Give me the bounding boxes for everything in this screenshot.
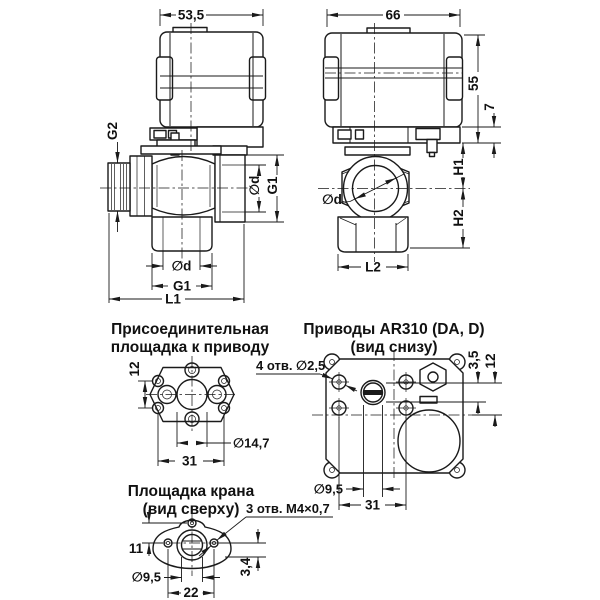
dim-53-5-label: 53,5 [177, 7, 205, 23]
valve-pad-title-line1: Площадка крана [127, 483, 255, 500]
front-bottom-port [338, 217, 408, 252]
dim-11-label: 11 [128, 541, 144, 556]
dim-22-label: 22 [183, 585, 199, 600]
dim-12-label: 12 [127, 361, 142, 377]
dim-side-right-port [245, 155, 284, 222]
dim-side-width [160, 8, 263, 27]
dim-pad-12 [127, 361, 153, 408]
dim-h2-label: H2 [451, 209, 466, 227]
dim-d9-5-pad-label: ∅9,5 [131, 569, 161, 585]
dim-front-heights [462, 35, 501, 158]
actuator-pad-title-line2: площадка к приводу [110, 339, 270, 356]
dim-g2-label: G2 [105, 121, 120, 141]
side-actuator-right-tab [250, 57, 266, 100]
side-valve-body [152, 157, 215, 216]
dim-d14-7-label: ∅14,7 [233, 435, 270, 451]
label-3-holes-text: 3 отв. М4×0,7 [246, 501, 330, 516]
dim-front-h1-h2 [410, 143, 470, 248]
side-bracket-block [197, 127, 263, 147]
side-actuator-body [160, 32, 263, 127]
dim-front-width [327, 8, 460, 28]
actuator-bottom-motor-circle [398, 410, 460, 472]
side-left-hex [130, 156, 152, 216]
actuator-bottom-title-line2: (вид снизу) [350, 339, 438, 356]
dim-55-label: 55 [466, 75, 481, 92]
dim-g1-right-label: G1 [265, 176, 280, 195]
actuator-bottom-title-line1: Приводы AR310 (DA, D) [303, 321, 485, 338]
side-view-drawing [100, 8, 284, 307]
front-cable-bracket [416, 129, 440, 140]
dim-l1-label: L1 [165, 291, 181, 307]
front-stem [345, 147, 410, 155]
actuator-pad-title-line1: Присоединительная [111, 321, 269, 338]
front-view-drawing [318, 8, 501, 275]
label-4-holes-text: 4 отв. ∅2,5 [256, 358, 326, 373]
dim-front-l2 [338, 254, 408, 275]
valve-pad-title-line2: (вид сверху) [142, 501, 240, 518]
front-actuator-body [325, 33, 462, 127]
dim-12-offset-label: 12 [483, 353, 498, 369]
actuator-pad-drawing [111, 321, 270, 469]
dim-d9-5-bottom-label: ∅9,5 [313, 481, 343, 497]
dim-l2-label: L2 [365, 259, 381, 275]
dim-bore-bottom-label: ∅d [171, 258, 192, 274]
dim-bore-right-label: ∅d [247, 175, 262, 196]
dim-7-label: 7 [482, 103, 497, 111]
dim-66-label: 66 [385, 7, 401, 23]
dim-g1-bottom-label: G1 [172, 278, 192, 294]
dim-3-4-label: 3,4 [238, 557, 253, 577]
dim-h1-label: H1 [451, 158, 466, 176]
front-base-plate [333, 127, 460, 143]
side-valve-flange [141, 146, 221, 154]
dim-front-bore-label: ∅d [322, 192, 342, 207]
dim-31-pad-label: 31 [181, 453, 198, 469]
actuator-bottom-drawing [256, 321, 502, 513]
valve-pad-drawing [128, 483, 333, 600]
front-pin [427, 140, 437, 153]
dim-31-bottom-label: 31 [364, 497, 381, 513]
dim-3-5-label: 3,5 [466, 350, 481, 370]
